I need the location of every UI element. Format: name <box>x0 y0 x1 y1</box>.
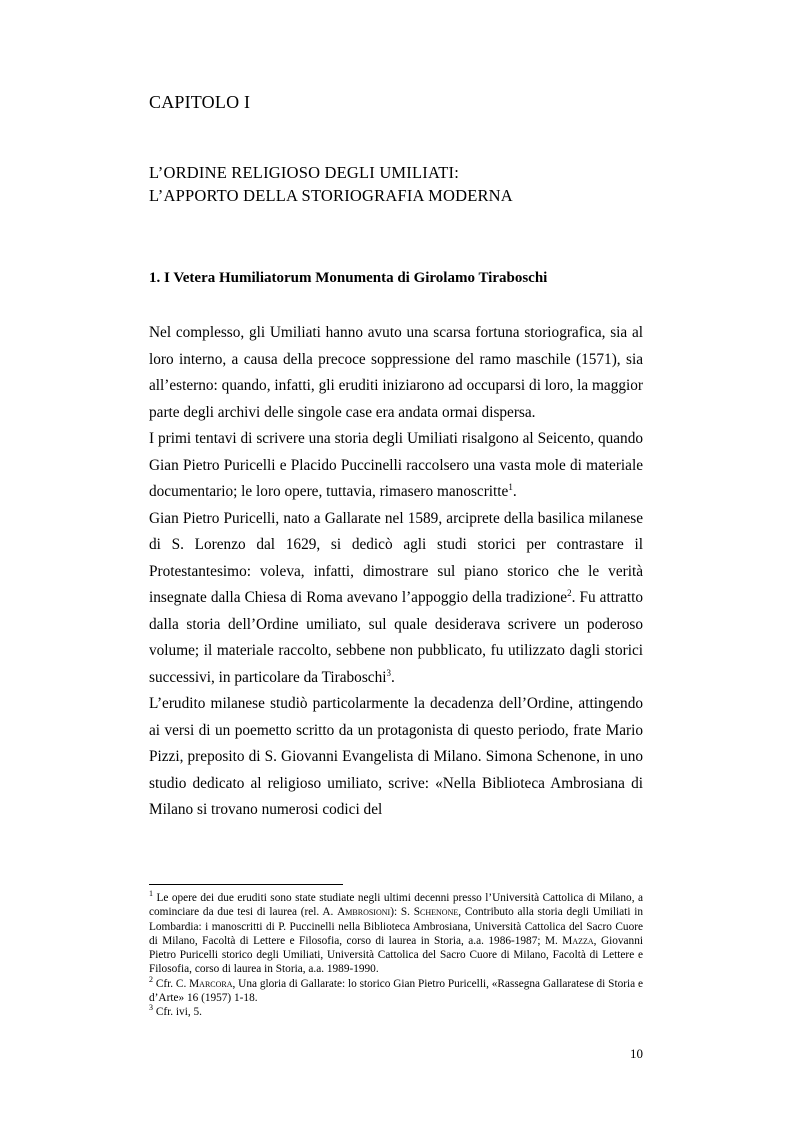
footnote-3 <box>149 1005 643 1019</box>
author-ambrosioni: Ambrosioni <box>337 906 391 919</box>
author-mazza: Mazza <box>562 934 594 947</box>
footnote-1-text-a: Le opere dei due eruditi sono state studiate negli ultimi decenni presso l’Università Cattolica di Milano, a cominciare da due tesi di laurea (rel. A. <box>149 892 643 919</box>
paragraph-3 <box>149 506 643 692</box>
footnote-ref-3[interactable]: 3 <box>386 667 391 678</box>
footnote-3-number: 3 <box>149 1003 153 1013</box>
footnote-2-text-a: Cfr. C. <box>153 977 190 990</box>
chapter-title-line-2: L’APPORTO DELLA STORIOGRAFIA MODERNA <box>149 186 513 205</box>
author-marcora: Marcora <box>189 977 233 990</box>
footnote-2-number: 2 <box>149 975 153 985</box>
footnote-2-text-b: , Una gloria di Gallarate: lo storico Gian Pietro Puricelli, «Rassegna Gallaratese di Storia e d’Arte» 16 (1957) 1-18. <box>149 977 643 1005</box>
footnote-1-text-c: , Contributo alla storia degli Umiliati in Lombardia: i manoscritti di P. Puccinelli nella Biblioteca Ambrosiana, Università Cattolica del Sacro Cuore di Milano, Facoltà di Lettere e Filosofia, corso di laurea in Storia, a.a. 1986-1987; M. <box>149 906 644 947</box>
footnote-1-text-d: , Giovanni Pietro Puricelli storico degli Umiliati, Università Cattolica del Sacro Cuore di Milano, Facoltà di Lettere e Filosofia, corso di laurea in Storia, a.a. 1989-1990. <box>149 934 643 976</box>
footnote-3-text: Cfr. ivi, 5. <box>153 1006 202 1019</box>
chapter-title <box>149 161 513 207</box>
footnote-ref-1[interactable]: 1 <box>508 481 513 492</box>
footnote-1 <box>149 891 643 977</box>
paragraph-2-text: I primi tentavi di scrivere una storia degli Umiliati risalgono al Seicento, quando Gian Pietro Puricelli e Placido Puccinelli raccolsero una vasta mole di materiale documentario; le loro opere, tuttavia, rimasero manoscritte <box>149 430 643 500</box>
paragraph-3-text-b: . Fu attratto dalla storia dell’Ordine umiliato, sul quale desiderava scrivere un poderoso volume; il materiale raccolto, sebbene non pubblicato, fu utilizzato dagli storici successivi, in particolare da Tiraboschi <box>149 589 643 686</box>
section-heading: 1. I Vetera Humiliatorum Monumenta di Girolamo Tiraboschi <box>149 270 548 286</box>
paragraph-2-end: . <box>512 483 517 500</box>
author-schenone: Schenone <box>413 906 459 919</box>
footnote-separator <box>149 884 343 885</box>
paragraph-2 <box>149 426 643 506</box>
paragraph-3-text-a: Gian Pietro Puricelli, nato a Gallarate nel 1589, arciprete della basilica milanese di S. Lorenzo dal 1629, si dedicò agli studi storici per contrastare il Protestantesimo: voleva, infatti, dimostrare sul piano storico che le verità insegnate dalla Chiesa di Roma avevano l’appoggio della tradizione <box>149 509 643 606</box>
page-number: 10 <box>630 1046 643 1061</box>
paragraph-1: Nel complesso, gli Umiliati hanno avuto una scarsa fortuna storiografica, sia al loro interno, a causa della precoce soppressione del ramo maschile (1571), sia all’esterno: quando, infatti, gli eruditi iniziarono ad occuparsi di loro, la maggior parte degli archivi delle singole case era andata ormai dispersa. <box>149 324 643 421</box>
footnote-2 <box>149 977 643 1006</box>
footnote-1-number: 1 <box>149 889 153 899</box>
footnote-1-text-b: ): S. <box>390 906 414 919</box>
footnotes <box>149 891 643 1020</box>
paragraph-3-end: . <box>390 668 395 686</box>
paragraph-4: L’erudito milanese studiò particolarmente la decadenza dell’Ordine, attingendo ai versi di un poemetto scritto da un protagonista di questo periodo, frate Mario Pizzi, preposito di S. Giovanni Evangelista di Milano. Simona Schenone, in uno studio dedicato al religioso umiliato, scrive: «Nella Biblioteca Ambrosiana di Milano si trovano numerosi codici del <box>149 695 643 818</box>
footnote-ref-2[interactable]: 2 <box>567 587 572 598</box>
chapter-title-line-1: L’ORDINE RELIGIOSO DEGLI UMILIATI: <box>149 163 460 182</box>
chapter-label: CAPITOLO I <box>149 92 251 112</box>
body-text <box>149 320 643 824</box>
